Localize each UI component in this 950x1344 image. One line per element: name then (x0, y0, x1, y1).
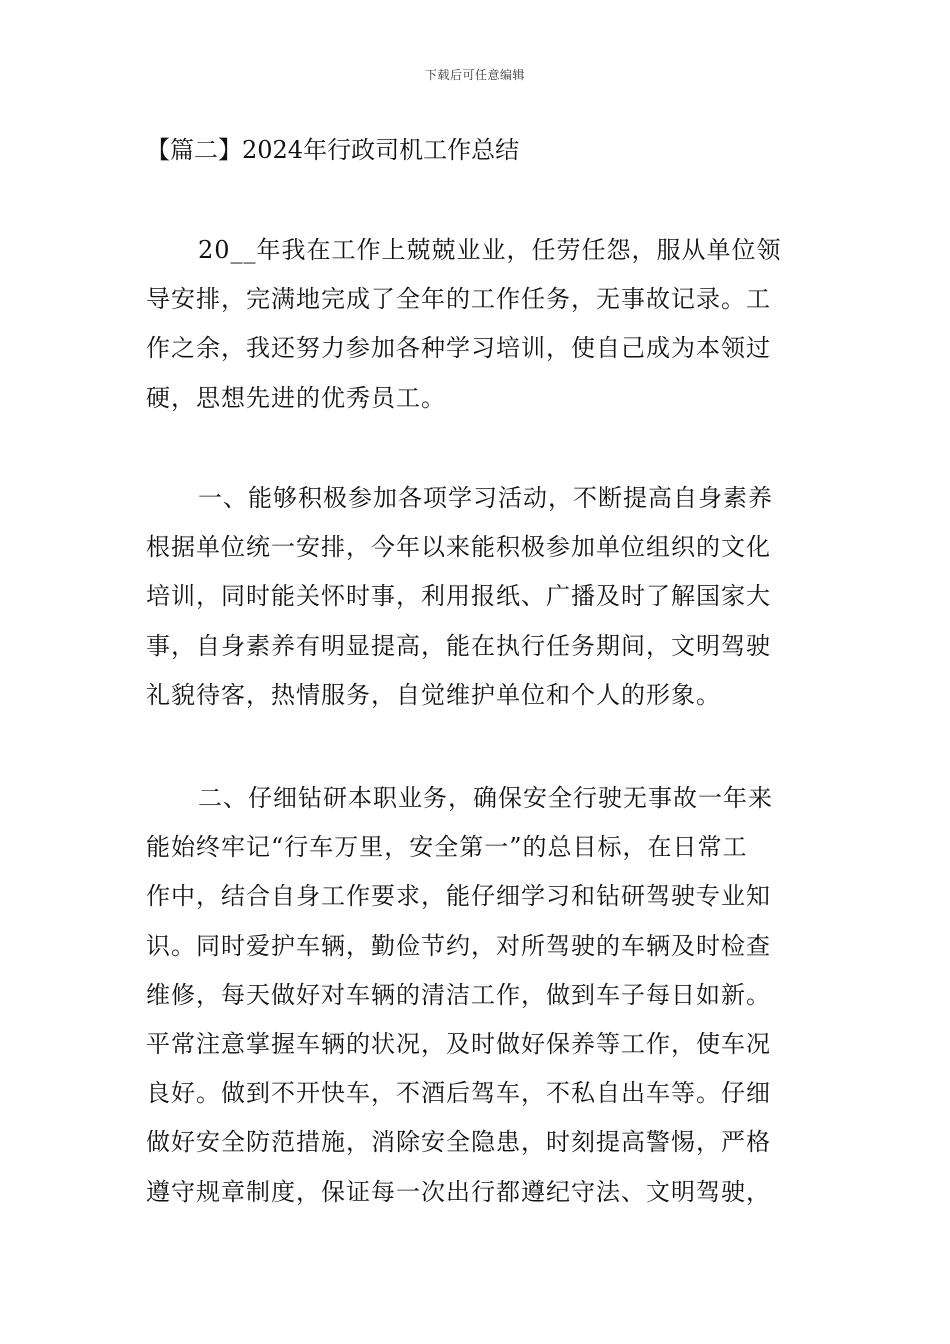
paragraph-line: 良好。做到不开快车，不酒后驾车，不私自出车等。仔细 (146, 1079, 771, 1108)
paragraph-line: 硬，思想先进的优秀员工。 (146, 383, 446, 412)
paragraph-line: 维修，每天做好对车辆的清洁工作，做到车子每日如新。 (146, 980, 771, 1009)
paragraph-line: 礼貌待客，热情服务，自觉维护单位和个人的形象。 (146, 680, 721, 709)
paragraph-section-two (146, 774, 808, 1217)
paragraph-line: 二、仔细钻研本职业务，确保安全行驶无事故一年来 (198, 784, 773, 812)
paragraph-line: 根据单位统一安排，今年以来能积极参加单位组织的文化 (146, 533, 771, 562)
paragraph-intro (146, 226, 808, 423)
paragraph-line: 能始终牢记“行车万里，安全第一”的总目标，在日常工 (146, 833, 748, 862)
paragraph-line: 识。同时爱护车辆，勤俭节约，对所驾驶的车辆及时检查 (146, 931, 771, 960)
document-title: 【篇二】2024年行政司机工作总结 (146, 136, 520, 164)
paragraph-line: 平常注意掌握车辆的状况，及时做好保养等工作，使车况 (146, 1030, 771, 1059)
paragraph-line: 事，自身素养有明显提高，能在执行任务期间，文明驾驶 (146, 631, 771, 660)
paragraph-line: 作中，结合自身工作要求，能仔细学习和钻研驾驶专业知 (146, 882, 771, 911)
paragraph-line: 培训，同时能关怀时事，利用报纸、广播及时了解国家大 (146, 582, 771, 611)
header-note: 下载后可任意编辑 (424, 68, 525, 82)
paragraph-line: 遵守规章制度，保证每一次出行都遵纪守法、文明驾驶， (146, 1177, 771, 1206)
paragraph-line: 一、能够积极参加各项学习活动，不断提高自身素养 (198, 484, 773, 512)
paragraph-line: 导安排，完满地完成了全年的工作任务，无事故记录。工 (146, 285, 771, 314)
paragraph-line: 20__年我在工作上兢兢业业，任劳任怨，服从单位领 (198, 236, 782, 264)
paragraph-line: 做好安全防范措施，消除安全隐患，时刻提高警惕，严格 (146, 1128, 771, 1157)
paragraph-line: 作之余，我还努力参加各种学习培训，使自己成为本领过 (146, 334, 771, 363)
paragraph-section-one (146, 474, 808, 720)
